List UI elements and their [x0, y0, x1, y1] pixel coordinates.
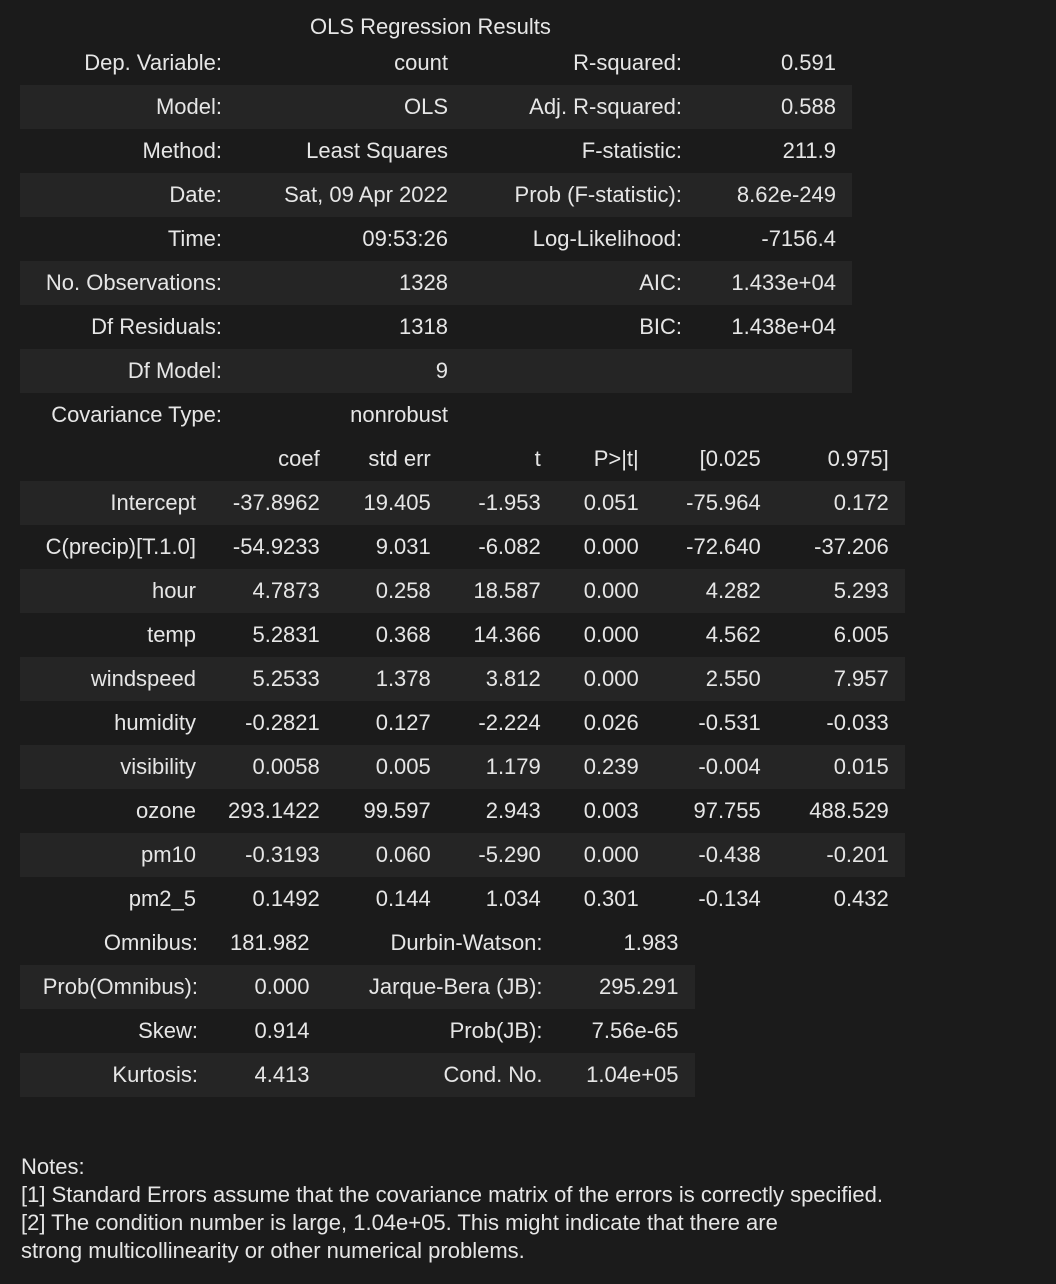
diagnostic-value: 181.982 — [230, 930, 310, 955]
statistic-label: AIC: — [464, 261, 698, 305]
summary-row — [20, 393, 852, 437]
coef-column-header: coef — [278, 446, 320, 471]
std-err-value: 0.144 — [375, 886, 431, 911]
coef-column-header: [0.025 — [699, 446, 761, 471]
summary-row — [20, 261, 852, 305]
term-name: windspeed — [20, 657, 212, 701]
summary-row — [20, 349, 852, 393]
coef-value: 4.7873 — [212, 569, 336, 613]
coef-row — [20, 745, 905, 789]
term-name: C(precip)[T.1.0] — [45, 534, 196, 559]
ci-lower: 4.282 — [655, 569, 777, 613]
summary-row — [20, 305, 852, 349]
summary-label: No. Observations: — [20, 261, 238, 305]
ci-lower: -0.004 — [655, 745, 777, 789]
ci-lower: 97.755 — [693, 798, 761, 823]
std-err-value: 1.378 — [336, 657, 447, 701]
ci-lower: -0.134 — [698, 886, 761, 911]
p-value: 0.000 — [557, 833, 655, 877]
statistic-label: Prob (F-statistic): — [464, 173, 698, 217]
coefficients-table — [20, 437, 905, 921]
ci-upper: 7.957 — [777, 657, 905, 701]
coef-column-header: 0.975] — [827, 446, 889, 471]
summary-row — [20, 173, 852, 217]
diagnostic-value: 1.983 — [623, 930, 679, 955]
p-value: 0.000 — [557, 657, 655, 701]
statistic-value: 0.591 — [780, 50, 836, 75]
std-err-value: 0.005 — [336, 745, 447, 789]
statistic-label: Adj. R-squared: — [464, 85, 698, 129]
summary-label: Date: — [20, 173, 238, 217]
summary-label: Df Model: — [20, 349, 238, 393]
t-value: -6.082 — [478, 534, 541, 559]
term-name: humidity — [114, 710, 196, 735]
diagnostic-value: 0.914 — [254, 1018, 310, 1043]
coef-header-row — [20, 437, 905, 481]
summary-value: 09:53:26 — [362, 226, 448, 251]
statistic-label: R-squared: — [573, 50, 682, 75]
summary-value: 9 — [238, 349, 464, 393]
summary-row — [20, 129, 852, 173]
t-value: -5.290 — [447, 833, 557, 877]
p-value: 0.051 — [557, 481, 655, 525]
coef-row — [20, 789, 905, 833]
term-name: Intercept — [20, 481, 212, 525]
coef-value: 293.1422 — [228, 798, 320, 823]
coef-column-header: t — [534, 446, 541, 471]
ci-upper: 6.005 — [833, 622, 889, 647]
summary-row — [20, 41, 852, 85]
statistic-value: 211.9 — [782, 138, 836, 163]
diagnostic-label: Prob(JB): — [449, 1018, 543, 1043]
coef-row — [20, 481, 905, 525]
coef-value: -37.8962 — [212, 481, 336, 525]
diagnostic-label: Kurtosis: — [20, 1053, 214, 1097]
coef-row — [20, 613, 905, 657]
coef-column-header: P>|t| — [593, 446, 639, 471]
ci-upper: 488.529 — [809, 798, 889, 823]
diagnostic-value: 0.000 — [214, 965, 326, 1009]
statistic-value — [698, 393, 852, 437]
p-value: 0.239 — [557, 745, 655, 789]
coef-row — [20, 569, 905, 613]
statistic-value: 1.433e+04 — [698, 261, 852, 305]
diagnostic-label: Jarque-Bera (JB): — [326, 965, 559, 1009]
statistic-value — [698, 349, 852, 393]
ci-upper: 0.172 — [777, 481, 905, 525]
std-err-value: 99.597 — [363, 798, 431, 823]
coef-row — [20, 657, 905, 701]
std-err-value: 9.031 — [375, 534, 431, 559]
ci-lower: -0.531 — [698, 710, 761, 735]
std-err-value: 0.368 — [375, 622, 431, 647]
p-value: 0.301 — [583, 886, 639, 911]
diagnostic-value: 4.413 — [214, 1053, 326, 1097]
diagnostic-label: Skew: — [138, 1018, 198, 1043]
ci-upper: 0.015 — [777, 745, 905, 789]
summary-value: 1318 — [399, 314, 448, 339]
coef-row — [20, 701, 905, 745]
term-name: pm2_5 — [128, 886, 196, 911]
coef-row — [20, 833, 905, 877]
summary-value: count — [394, 50, 448, 75]
note-1: [1] Standard Errors assume that the covariance matrix of the errors is correctly specified. — [21, 1182, 884, 1207]
std-err-value: 19.405 — [336, 481, 447, 525]
diagnostic-row — [20, 1053, 695, 1097]
t-value: -2.224 — [478, 710, 541, 735]
coef-value: 5.2831 — [252, 622, 320, 647]
std-err-value: 0.127 — [375, 710, 431, 735]
coef-value: -0.2821 — [245, 710, 320, 735]
diagnostic-row — [20, 1009, 695, 1053]
coef-column-header — [20, 437, 212, 481]
summary-label: Covariance Type: — [51, 402, 222, 427]
coef-value: 5.2533 — [212, 657, 336, 701]
diagnostic-value: 295.291 — [559, 965, 695, 1009]
ci-upper: -37.206 — [814, 534, 889, 559]
p-value: 0.026 — [583, 710, 639, 735]
note-2: [2] The condition number is large, 1.04e+05. This might indicate that there are — [21, 1210, 778, 1235]
term-name: ozone — [136, 798, 196, 823]
t-value: -1.953 — [447, 481, 557, 525]
p-value: 0.000 — [557, 569, 655, 613]
coef-value: -0.3193 — [212, 833, 336, 877]
note-2-continued: strong multicollinearity or other numerical problems. — [21, 1238, 525, 1263]
summary-label: Model: — [20, 85, 238, 129]
p-value: 0.003 — [583, 798, 639, 823]
coef-value: 0.0058 — [212, 745, 336, 789]
diagnostic-value: 7.56e-65 — [591, 1018, 679, 1043]
coef-column-header: std err — [368, 446, 431, 471]
notes-block — [21, 1153, 883, 1265]
statistic-label: F-statistic: — [581, 138, 682, 163]
t-value: 2.943 — [485, 798, 541, 823]
summary-value: Sat, 09 Apr 2022 — [238, 173, 464, 217]
std-err-value: 0.258 — [336, 569, 447, 613]
t-value: 14.366 — [473, 622, 541, 647]
diagnostic-label: Omnibus: — [103, 930, 198, 955]
diagnostic-label: Durbin-Watson: — [390, 930, 543, 955]
ci-lower: -72.640 — [686, 534, 761, 559]
std-err-value: 0.060 — [336, 833, 447, 877]
statistic-value: -7156.4 — [761, 226, 836, 251]
summary-value: OLS — [238, 85, 464, 129]
statistic-label — [464, 393, 698, 437]
ci-upper: -0.201 — [777, 833, 905, 877]
statistic-label: Log-Likelihood: — [532, 226, 682, 251]
summary-value: Least Squares — [306, 138, 448, 163]
summary-label: Dep. Variable: — [84, 50, 222, 75]
summary-value: 1328 — [238, 261, 464, 305]
diagnostics-table — [20, 921, 695, 1097]
diagnostic-label: Prob(Omnibus): — [20, 965, 214, 1009]
summary-label: Time: — [167, 226, 222, 251]
diagnostic-label: Cond. No. — [326, 1053, 559, 1097]
statistic-value: 0.588 — [698, 85, 852, 129]
summary-label: Df Residuals: — [91, 314, 222, 339]
t-value: 3.812 — [447, 657, 557, 701]
term-name: temp — [147, 622, 196, 647]
summary-row — [20, 85, 852, 129]
coef-value: -54.9233 — [232, 534, 320, 559]
term-name: hour — [20, 569, 212, 613]
statistic-value: 8.62e-249 — [698, 173, 852, 217]
summary-label: Method: — [142, 138, 222, 163]
ci-lower: 2.550 — [655, 657, 777, 701]
ci-lower: -0.438 — [655, 833, 777, 877]
t-value: 18.587 — [447, 569, 557, 613]
diagnostic-row — [20, 921, 695, 965]
ci-upper: 5.293 — [777, 569, 905, 613]
diagnostic-row — [20, 965, 695, 1009]
summary-row — [20, 217, 852, 261]
results-title: OLS Regression Results — [310, 14, 551, 39]
model-summary-table — [20, 41, 852, 437]
p-value: 0.000 — [583, 622, 639, 647]
coef-row — [20, 877, 905, 921]
t-value: 1.179 — [447, 745, 557, 789]
diagnostic-value: 1.04e+05 — [559, 1053, 695, 1097]
ci-lower: 4.562 — [705, 622, 761, 647]
ci-upper: 0.432 — [833, 886, 889, 911]
coef-row — [20, 525, 905, 569]
summary-value: nonrobust — [350, 402, 448, 427]
statistic-label — [464, 349, 698, 393]
t-value: 1.034 — [485, 886, 541, 911]
notes-heading: Notes: — [21, 1154, 85, 1179]
term-name: visibility — [20, 745, 212, 789]
term-name: pm10 — [20, 833, 212, 877]
statistic-label: BIC: — [639, 314, 682, 339]
ci-upper: -0.033 — [826, 710, 889, 735]
coef-value: 0.1492 — [252, 886, 320, 911]
p-value: 0.000 — [583, 534, 639, 559]
ci-lower: -75.964 — [655, 481, 777, 525]
statistic-value: 1.438e+04 — [731, 314, 836, 339]
